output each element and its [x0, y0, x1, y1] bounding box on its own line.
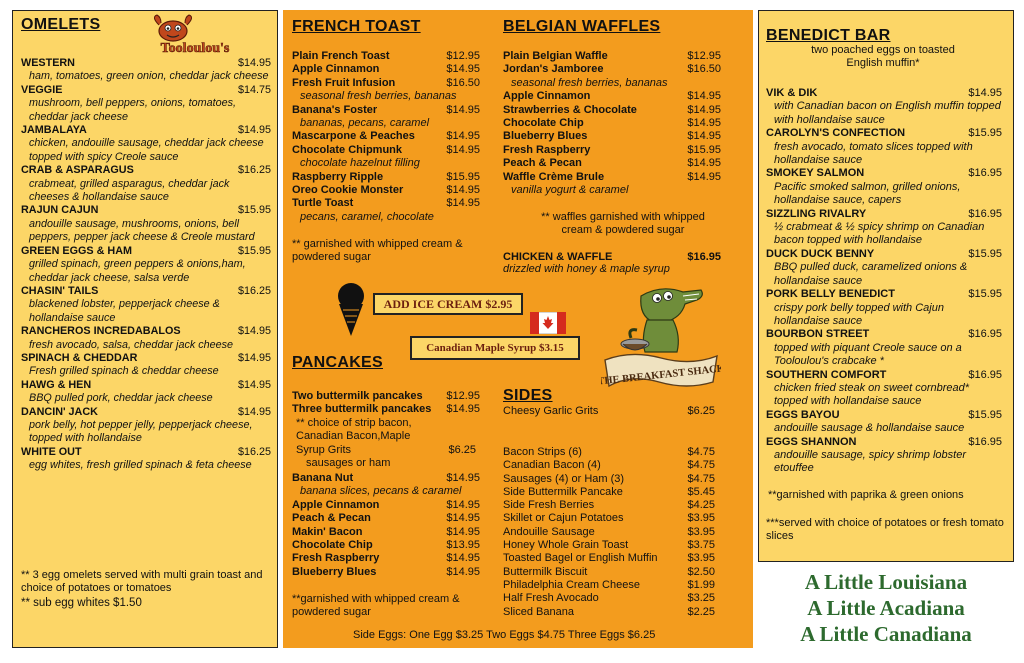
omelets-panel — [12, 10, 278, 648]
menu-item-description: banana slices, pecans & caramel — [300, 485, 462, 498]
menu-item-price: $3.95 — [687, 552, 715, 565]
menu-item-name: Skillet or Cajun Potatoes — [503, 512, 624, 525]
menu-item — [766, 248, 1002, 288]
menu-item-name: Buttermilk Biscuit — [503, 565, 588, 578]
menu-item-name: EGGS BAYOU — [766, 408, 840, 421]
menu-item — [292, 77, 480, 104]
menu-item — [503, 499, 715, 512]
menu-item-name: Fresh Raspberry — [503, 143, 591, 156]
menu-item-price: $15.95 — [446, 170, 480, 183]
menu-item-name: PORK BELLY BENEDICT — [766, 288, 895, 301]
menu-item — [503, 512, 715, 525]
menu-item-name: Waffle Crème Brule — [503, 170, 605, 183]
menu-item-description: vanilla yogurt & caramel — [511, 184, 629, 197]
menu-item-price: $14.95 — [687, 90, 721, 103]
menu-item-name: Jordan's Jamboree — [503, 63, 604, 76]
three-pancakes-price: $14.95 — [446, 403, 480, 416]
menu-item — [503, 592, 715, 605]
menu-item-name: Chocolate Chipmunk — [292, 143, 403, 156]
menu-item-description: Fresh grilled spinach & cheddar cheese — [29, 365, 219, 378]
menu-item-name: Philadelphia Cream Cheese — [503, 578, 640, 591]
menu-item-price: $15.95 — [237, 204, 271, 217]
menu-item-description: blackened lobster, pepperjack cheese & hollandaise sauce — [29, 298, 220, 324]
grits-name: Cheesy Garlic Grits — [503, 405, 599, 417]
three-pancakes-name: Three buttermilk pancakes — [292, 403, 432, 416]
menu-item-description: BBQ pulled duck, caramelized onions & hollandaise sauce — [774, 261, 968, 287]
menu-item — [766, 288, 1002, 328]
menu-item — [503, 104, 721, 117]
menu-item-price: $4.25 — [687, 499, 715, 512]
menu-item-name: DUCK DUCK BENNY — [766, 247, 875, 260]
menu-item-price: $14.95 — [446, 472, 480, 484]
menu-item-price: $3.25 — [687, 592, 715, 605]
menu-item-description: seasonal fresh berries, bananas — [511, 76, 668, 89]
menu-item-name: VIK & DIK — [766, 87, 818, 99]
breakfast-shack-gator-logo — [601, 282, 721, 400]
menu-item-description: chocolate hazelnut filling — [300, 157, 420, 170]
menu-item-name: SIZZLING RIVALRY — [766, 207, 867, 220]
menu-item — [503, 171, 721, 198]
menu-item-name: Strawberries & Chocolate — [503, 103, 637, 116]
menu-item — [292, 539, 480, 552]
menu-item-name: Side Buttermilk Pancake — [503, 485, 623, 498]
menu-item-price: $16.95 — [968, 207, 1002, 220]
menu-item — [21, 379, 271, 406]
menu-item-description: egg whites, fresh grilled spinach & feta cheese — [29, 459, 252, 472]
menu-item-name: HAWG & HEN — [21, 378, 92, 391]
menu-item-price: $3.75 — [687, 539, 715, 552]
menu-item-price: $14.95 — [446, 498, 480, 511]
omelet-list — [21, 57, 271, 473]
menu-item — [21, 84, 271, 124]
center-panel — [283, 10, 753, 648]
waffles-note: ** waffles garnished with whipped cream & powdered sugar — [541, 211, 705, 237]
benedict-note-2: ***served with choice of potatoes or fresh tomato slices — [766, 517, 1004, 543]
side-eggs: Side Eggs: One Egg $3.25 Two Eggs $4.75 Three Eggs $6.25 — [353, 629, 656, 641]
menu-item-description: chicken fried steak on sweet cornbread* topped with hollandaise sauce — [774, 381, 970, 408]
logo-text: Tooloulou's — [160, 41, 230, 56]
menu-item — [503, 117, 721, 130]
ice-cream-cone-icon — [333, 280, 369, 340]
benedict-title: BENEDICT BAR — [766, 27, 891, 44]
menu-item — [292, 197, 480, 224]
menu-item-name: Banana's Foster — [292, 103, 378, 116]
menu-item-name: Turtle Toast — [292, 197, 354, 210]
pancake-choice-price: $6.25 — [448, 443, 476, 456]
menu-item-description: crispy pork belly topped with Cajun hollandaise sauce — [774, 301, 944, 327]
canada-flag-icon — [530, 312, 566, 334]
menu-item-price: $14.95 — [446, 565, 480, 578]
menu-item — [21, 57, 271, 84]
menu-item-name: Blueberry Blues — [292, 565, 377, 578]
menu-item-description: andouille sausage, spicy shrimp lobster etouffee — [774, 448, 966, 475]
sides-list — [503, 446, 715, 619]
menu-item-price: $4.75 — [687, 472, 715, 485]
pancakes-note: **garnished with whipped cream & powdered sugar — [292, 593, 460, 619]
menu-item-price: $14.95 — [446, 143, 480, 156]
menu-item-price: $16.95 — [968, 435, 1002, 448]
menu-item-name: WHITE OUT — [21, 445, 82, 458]
menu-item — [766, 167, 1002, 207]
menu-item-description: andouille sausage, mushrooms, onions, bell peppers, pepper jack cheese & Creole mustard — [29, 217, 255, 244]
menu-item-price: $14.95 — [687, 103, 721, 116]
menu-item-price: $14.95 — [446, 512, 480, 525]
menu-item — [292, 472, 480, 499]
menu-item-name: CRAB & ASPARAGUS — [21, 164, 134, 177]
tooloulous-logo — [143, 11, 243, 57]
menu-item — [292, 566, 480, 579]
menu-item — [503, 63, 721, 90]
menu-item — [21, 245, 271, 285]
menu-item-price: $14.95 — [237, 57, 271, 69]
menu-item — [503, 552, 715, 565]
menu-item-name: CHASIN' TAILS — [21, 284, 99, 297]
menu-item-price: $16.95 — [968, 167, 1002, 180]
menu-item-name: CAROLYN'S CONFECTION — [766, 127, 906, 140]
alligator-icon — [621, 289, 702, 352]
menu-item-price: $15.95 — [968, 288, 1002, 301]
menu-item — [766, 369, 1002, 409]
benedict-subtitle: two poached eggs on toasted English muffin* — [811, 44, 955, 70]
menu-item-price: $4.75 — [687, 459, 715, 472]
menu-item-price: $15.95 — [968, 247, 1002, 260]
omelets-note-1: ** 3 egg omelets served with multi grain toast and choice of potatoes or tomatoes — [21, 569, 263, 595]
pancakes-base — [292, 390, 480, 470]
menu-item — [292, 63, 480, 76]
menu-item — [503, 50, 721, 63]
menu-item — [292, 184, 480, 197]
menu-item-name: Plain French Toast — [292, 50, 390, 62]
menu-item — [21, 406, 271, 446]
menu-item — [766, 328, 1002, 368]
menu-item-name: Apple Cinnamon — [292, 498, 380, 511]
menu-item — [292, 144, 480, 171]
menu-item-price: $16.95 — [968, 368, 1002, 381]
menu-item — [503, 157, 721, 170]
menu-item-name: Chocolate Chip — [292, 539, 373, 552]
two-pancakes-name: Two buttermilk pancakes — [292, 390, 423, 402]
menu-item-price: $13.95 — [446, 539, 480, 552]
menu-item-price: $14.95 — [687, 157, 721, 170]
menu-item-description: Pacific smoked salmon, grilled onions, hollandaise sauce, capers — [774, 180, 961, 207]
menu-item-name: GREEN EGGS & HAM — [21, 244, 132, 257]
menu-item-description: crabmeat, grilled asparagus, cheddar jack cheeses & hollandaise sauce — [29, 177, 230, 204]
benedict-panel — [758, 10, 1014, 562]
menu-item-name: BOURBON STREET — [766, 328, 870, 341]
menu-item-name: Plain Belgian Waffle — [503, 50, 608, 62]
menu-item — [503, 90, 721, 103]
menu-item-price: $4.75 — [687, 446, 715, 458]
menu-item-description: chicken, andouille sausage, cheddar jack cheese topped with spicy Creole sauce — [29, 137, 264, 163]
menu-item-name: Honey Whole Grain Toast — [503, 539, 629, 552]
menu-item-price: $14.95 — [687, 170, 721, 183]
menu-item — [503, 459, 715, 472]
menu-item — [21, 204, 271, 244]
menu-item — [292, 552, 480, 565]
menu-item-name: Chocolate Chip — [503, 117, 584, 130]
menu-item-price: $14.95 — [687, 130, 721, 143]
menu-item-description: BBQ pulled pork, cheddar jack cheese — [29, 392, 213, 405]
menu-item-description: grilled spinach, green peppers & onions,ham, cheddar jack cheese, salsa verde — [29, 258, 246, 284]
menu-item-name: Apple Cinnamon — [292, 63, 380, 76]
menu-item — [503, 526, 715, 539]
menu-item-price: $16.25 — [237, 164, 271, 177]
menu-item-price: $14.95 — [446, 184, 480, 197]
menu-item-description: fresh avocado, salsa, cheddar jack cheese — [29, 338, 234, 351]
french-toast-list — [292, 50, 480, 224]
menu-item-price: $5.45 — [687, 485, 715, 498]
chicken-waffle-name: CHICKEN & WAFFLE — [503, 251, 613, 263]
menu-item-name: Oreo Cookie Monster — [292, 184, 404, 197]
menu-item-name: Apple Cinnamon — [503, 90, 591, 103]
menu-item-description: with Canadian bacon on English muffin topped with hollandaise sauce — [774, 100, 1001, 126]
menu-item-price: $14.95 — [446, 63, 480, 76]
french-toast-title: FRENCH TOAST — [292, 18, 421, 35]
menu-item — [503, 566, 715, 579]
menu-item-name: Mascarpone & Peaches — [292, 130, 415, 143]
menu-item-name: Sliced Banana — [503, 605, 574, 618]
menu-item-description: ½ crabmeat & ½ spicy shrimp on Canadian bacon topped with hollandaise — [774, 221, 985, 247]
menu-item-name: WESTERN — [21, 57, 75, 69]
menu-item — [503, 579, 715, 592]
menu-item-price: $16.50 — [446, 76, 480, 89]
menu-item-price: $14.95 — [968, 87, 1002, 99]
menu-item-name: Bacon Strips (6) — [503, 446, 582, 458]
menu-item-name: RANCHEROS INCREDABALOS — [21, 325, 181, 338]
menu-item-price: $16.95 — [968, 328, 1002, 341]
menu-item-name: Makin' Bacon — [292, 525, 363, 538]
menu-item-price: $12.95 — [446, 50, 480, 62]
menu-item-description: mushroom, bell peppers, onions, tomatoes, cheddar jack cheese — [29, 97, 237, 123]
menu-item-description: ham, tomatoes, green onion, cheddar jack cheese — [29, 70, 269, 83]
two-pancakes-price: $12.95 — [446, 390, 480, 402]
menu-item-price: $16.50 — [687, 63, 721, 76]
menu-item-price: $14.95 — [446, 525, 480, 538]
menu-item-price: $15.95 — [968, 408, 1002, 421]
menu-item-name: SMOKEY SALMON — [766, 167, 865, 180]
menu-item — [503, 486, 715, 499]
crab-icon — [154, 15, 191, 41]
menu-item-price: $12.95 — [687, 50, 721, 62]
menu-item — [503, 144, 721, 157]
menu-item-description: andouille sausage & hollandaise sauce — [774, 422, 965, 435]
menu-item — [292, 104, 480, 131]
menu-item — [503, 473, 715, 486]
menu-item-name: VEGGIE — [21, 83, 63, 96]
tagline-louisiana: A Little Louisiana — [804, 570, 968, 594]
grits-price: $6.25 — [687, 405, 715, 417]
menu-item-price: $15.95 — [687, 143, 721, 156]
omelets-title: OMELETS — [21, 16, 101, 33]
chicken-waffle-price: $16.95 — [687, 251, 721, 263]
menu-item-price: $14.95 — [237, 405, 271, 418]
menu-item-name: Andouille Sausage — [503, 525, 595, 538]
menu-item-price: $1.99 — [687, 578, 715, 591]
menu-item-name: Fresh Raspberry — [292, 552, 380, 565]
menu-item-price: $16.25 — [237, 445, 271, 458]
menu-item-name: EGGS SHANNON — [766, 435, 857, 448]
menu-item-price: $3.95 — [687, 512, 715, 525]
chicken-waffle-desc: drizzled with honey & maple syrup — [503, 263, 670, 275]
grits-item — [503, 405, 715, 417]
menu-item-name: DANCIN' JACK — [21, 405, 98, 418]
menu-item-price: $2.50 — [687, 565, 715, 578]
menu-item-price: $16.25 — [237, 284, 271, 297]
menu-item-description: pork belly, hot pepper jelly, pepperjack cheese, topped with hollandaise — [29, 418, 253, 445]
add-ice-cream-badge: ADD ICE CREAM $2.95 — [373, 293, 523, 315]
menu-item — [21, 325, 271, 352]
menu-item-price: $15.95 — [237, 244, 271, 257]
maple-syrup-badge: Canadian Maple Syrup $3.15 — [410, 336, 580, 360]
menu-item-price: $2.25 — [687, 605, 715, 618]
menu-item-name: SPINACH & CHEDDAR — [21, 351, 138, 364]
french-toast-note: ** garnished with whipped cream & powdered sugar — [292, 238, 463, 264]
menu-item-price: $3.95 — [687, 525, 715, 538]
menu-item-price: $14.95 — [237, 124, 271, 137]
menu-item — [292, 526, 480, 539]
menu-item — [21, 352, 271, 379]
menu-item-name: Raspberry Ripple — [292, 170, 384, 183]
benedict-note-1: **garnished with paprika & green onions — [768, 489, 964, 501]
menu-item — [766, 409, 1002, 436]
pancake-choice-text: ** choice of strip bacon, Canadian Bacon,Maple Syrup Grits — [296, 416, 412, 456]
menu-item-name: SOUTHERN COMFORT — [766, 368, 887, 381]
menu-item-name: Half Fresh Avocado — [503, 592, 599, 605]
menu-item-name: Canadian Bacon (4) — [503, 459, 601, 472]
menu-item — [21, 164, 271, 204]
menu-item — [292, 50, 480, 63]
menu-item-name: Peach & Pecan — [503, 157, 582, 170]
menu-item-name: RAJUN CAJUN — [21, 204, 99, 217]
menu-item-price: $14.95 — [446, 552, 480, 565]
omelets-note-2: ** sub egg whites $1.50 — [21, 597, 142, 609]
menu-item — [503, 446, 715, 459]
chicken-waffle — [503, 251, 721, 275]
menu-item-price: $14.95 — [237, 351, 271, 364]
menu-item-price: $14.75 — [237, 83, 271, 96]
menu-item-description: topped with piquant Creole sauce on a Tooloulou's crabcake * — [774, 341, 962, 368]
menu-item-name: Banana Nut — [292, 472, 354, 484]
menu-item — [21, 446, 271, 473]
menu-item — [292, 171, 480, 184]
menu-item-name: Toasted Bagel or English Muffin — [503, 552, 658, 565]
menu-item-description: pecans, caramel, chocolate — [300, 210, 434, 223]
shack-text: THE BREAKFAST SHACK — [601, 363, 721, 388]
pancakes-list — [292, 472, 480, 579]
menu-item — [766, 436, 1002, 476]
menu-item-name: Side Fresh Berries — [503, 499, 595, 512]
menu-item — [503, 539, 715, 552]
pancakes-title: PANCAKES — [292, 354, 384, 371]
menu-item-name: Sausages (4) or Ham (3) — [503, 472, 625, 485]
menu-item — [21, 285, 271, 325]
menu-item — [292, 499, 480, 512]
menu-item-price: $14.95 — [237, 325, 271, 338]
benedict-list — [766, 87, 1002, 476]
menu-item-name: Blueberry Blues — [503, 130, 588, 143]
menu-item — [503, 606, 715, 619]
menu-item-name: Peach & Pecan — [292, 512, 371, 525]
menu-item-description: seasonal fresh berries, bananas — [300, 90, 457, 103]
menu-item — [21, 124, 271, 164]
menu-item-name: Fresh Fruit Infusion — [292, 76, 396, 89]
belgian-waffles-list — [503, 50, 721, 197]
menu-item — [292, 130, 480, 143]
menu-item-price: $14.95 — [446, 130, 480, 143]
menu-item — [766, 87, 1002, 127]
menu-item-price: $14.95 — [237, 378, 271, 391]
pancake-choice-tail: sausages or ham — [306, 457, 391, 470]
tagline-acadiana: A Little Acadiana — [807, 596, 965, 620]
belgian-waffles-title: BELGIAN WAFFLES — [503, 18, 661, 35]
menu-item-price: $15.95 — [968, 127, 1002, 140]
sides-title: SIDES — [503, 387, 553, 404]
shack-banner — [601, 354, 721, 387]
menu-item-price: $14.95 — [687, 117, 721, 130]
tagline-canadiana: A Little Canadiana — [800, 622, 972, 646]
menu-item-description: fresh avocado, tomato slices topped with hollandaise sauce — [774, 140, 973, 167]
menu-item-name: JAMBALAYA — [21, 124, 87, 137]
menu-item-price: $14.95 — [446, 103, 480, 116]
menu-item-description: bananas, pecans, caramel — [300, 117, 430, 130]
pancake-choice-note — [292, 417, 480, 457]
menu-item — [503, 130, 721, 143]
menu-item — [766, 208, 1002, 248]
menu-item — [292, 512, 480, 525]
menu-item-price: $14.95 — [446, 197, 480, 210]
menu-item — [766, 127, 1002, 167]
